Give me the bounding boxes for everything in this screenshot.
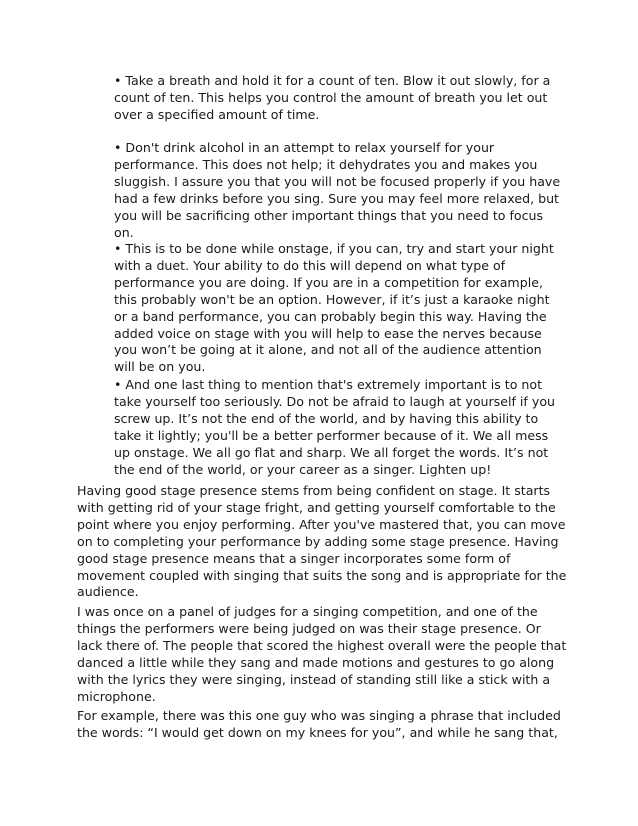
bullet-no-alcohol: • Don't drink alcohol in an attempt to relax yourself for your performance. This does not help; it dehydrates you and makes you sluggish. I assure you that you will not be focused properly if you have had a few drinks before you sing. Sure you may feel more relaxed, but you will be sacrificing other important things that you need to focus on. [114, 140, 561, 240]
bullet-duet: • This is to be done while onstage, if you can, try and start your night with a duet. Your ability to do this will depend on what type of performance you are doing. If you are in a competition for example, this probably won't be an option. However, if it’s just a karaoke night or a band performance, you can probably begin this way. Having the added voice on stage with you will help to ease the nerves because you won’t be going at it alone, and not all of the audience attention will be on you. [114, 241, 554, 375]
paragraph-stage-presence: Having good stage presence stems from being confident on stage. It starts with getting rid of your stage fright, and getting yourself comfortable to the point where you enjoy performing. After you've mastered that, you can move on to completing your performance by adding some stage presence. Having good stage presence means that a singer incorporates some form of movement coupled with singing that suits the song and is appropriate for the audience. [77, 483, 567, 600]
paragraph-example: For example, there was this one guy who was singing a phrase that included the words: “I would get down on my knees for you”, and while he sang that, [77, 708, 561, 740]
bullet-breath-control: • Take a breath and hold it for a count of ten. Blow it out slowly, for a count of ten. This helps you control the amount of breath you let out over a specified amount of time. [114, 73, 551, 122]
paragraph-judges-panel: I was once on a panel of judges for a singing competition, and one of the things the performers were being judged on was their stage presence. Or lack there of. The people that scored the highest overall were the people that danced a little while they sang and made motions and gestures to go along with the lyrics they were singing, instead of standing still like a stick with a microphone. [77, 604, 567, 704]
bullet-lighten-up: • And one last thing to mention that's extremely important is to not take yourself too seriously. Do not be afraid to laugh at yourself if you screw up. It’s not the end of the world, and by having this ability to take it lightly; you'll be a better performer because of it. We all mess up onstage. We all go flat and sharp. We all forget the words. It’s not the end of the world, or your career as a singer. Lighten up! [114, 377, 556, 477]
